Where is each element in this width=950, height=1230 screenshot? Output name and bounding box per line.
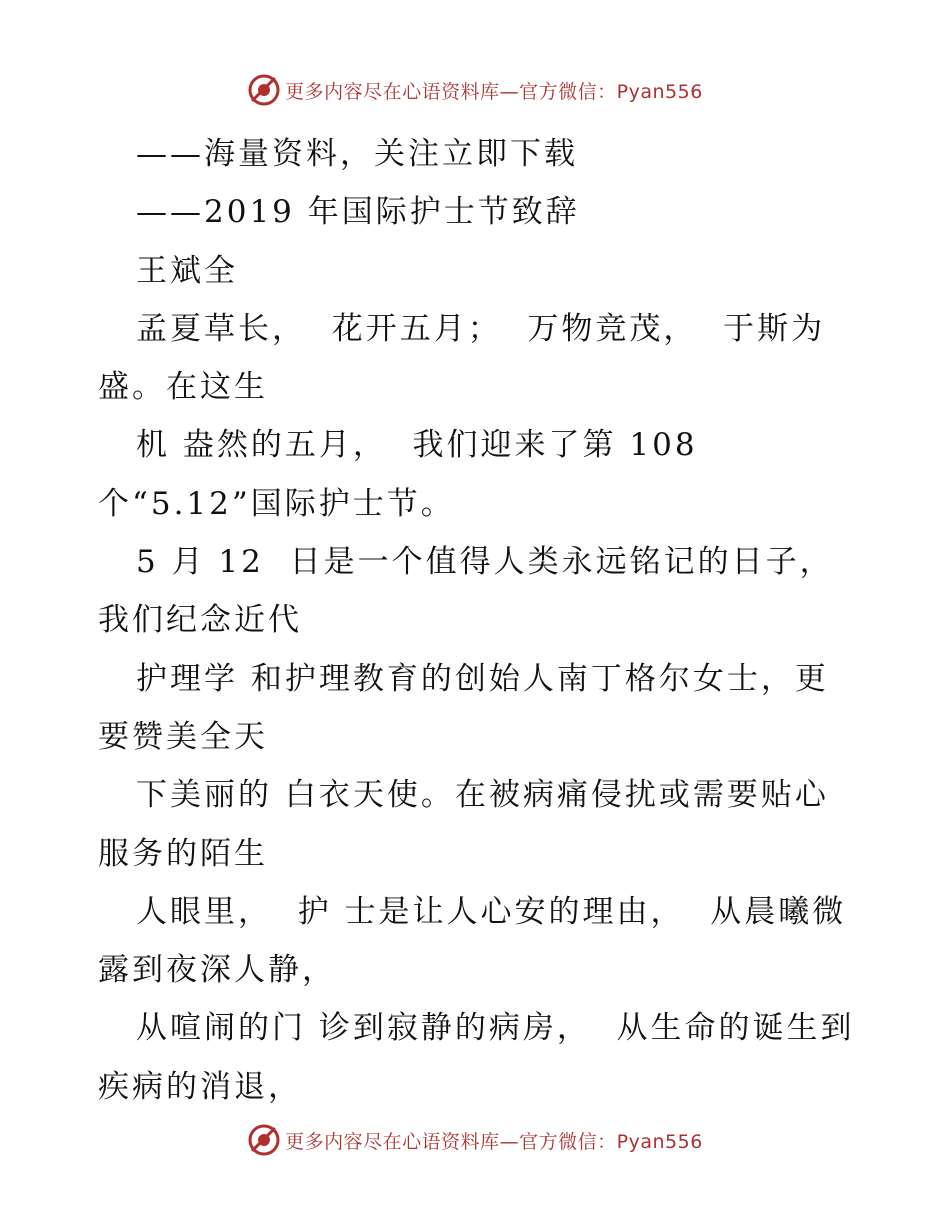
text-line: 我们纪念近代: [98, 602, 302, 639]
text-line: 机 盎然的五月， 我们迎来了第 108: [136, 427, 698, 464]
text-line: ——2019 年国际护士节致辞: [136, 194, 580, 231]
text-line: ——海量资料，关注立即下载: [136, 136, 578, 172]
text-line: 露到夜深人静，: [98, 952, 336, 989]
header-banner-text: 更多内容尽在心语资料库—官方微信：Pyan556: [285, 80, 703, 103]
text-line: 下美丽的 白衣天使。在被病痛侵扰或需要贴心: [136, 777, 829, 814]
text-line: 要赞美全天: [98, 718, 268, 755]
footer-banner: [0, 1120, 950, 1160]
text-line: 服务的陌生: [98, 835, 268, 872]
text-line: 人眼里， 护 士是让人心安的理由， 从晨曦微: [136, 893, 847, 930]
text-line: 孟夏草长， 花开五月； 万物竞茂， 于斯为: [136, 310, 826, 347]
text-line: 盛。在这生: [98, 369, 268, 406]
brand-logo-icon: [247, 1123, 281, 1157]
document-body: [98, 125, 868, 1116]
text-line: 王斌全: [136, 252, 238, 289]
text-line: 从喧闹的门 诊到寂静的病房， 从生命的诞生到: [136, 1010, 855, 1047]
text-line: 护理学 和护理教育的创始人南丁格尔女士，更: [136, 660, 829, 697]
header-banner: [0, 70, 950, 110]
text-line: 个“5.12”国际护士节。: [98, 485, 455, 522]
brand-logo-icon: [247, 73, 281, 107]
text-line: 5 月 12 日是一个值得人类永远铭记的日子，: [136, 544, 834, 581]
text-line: 疾病的消退，: [98, 1068, 302, 1105]
footer-banner-text: 更多内容尽在心语资料库—官方微信：Pyan556: [285, 1130, 703, 1153]
